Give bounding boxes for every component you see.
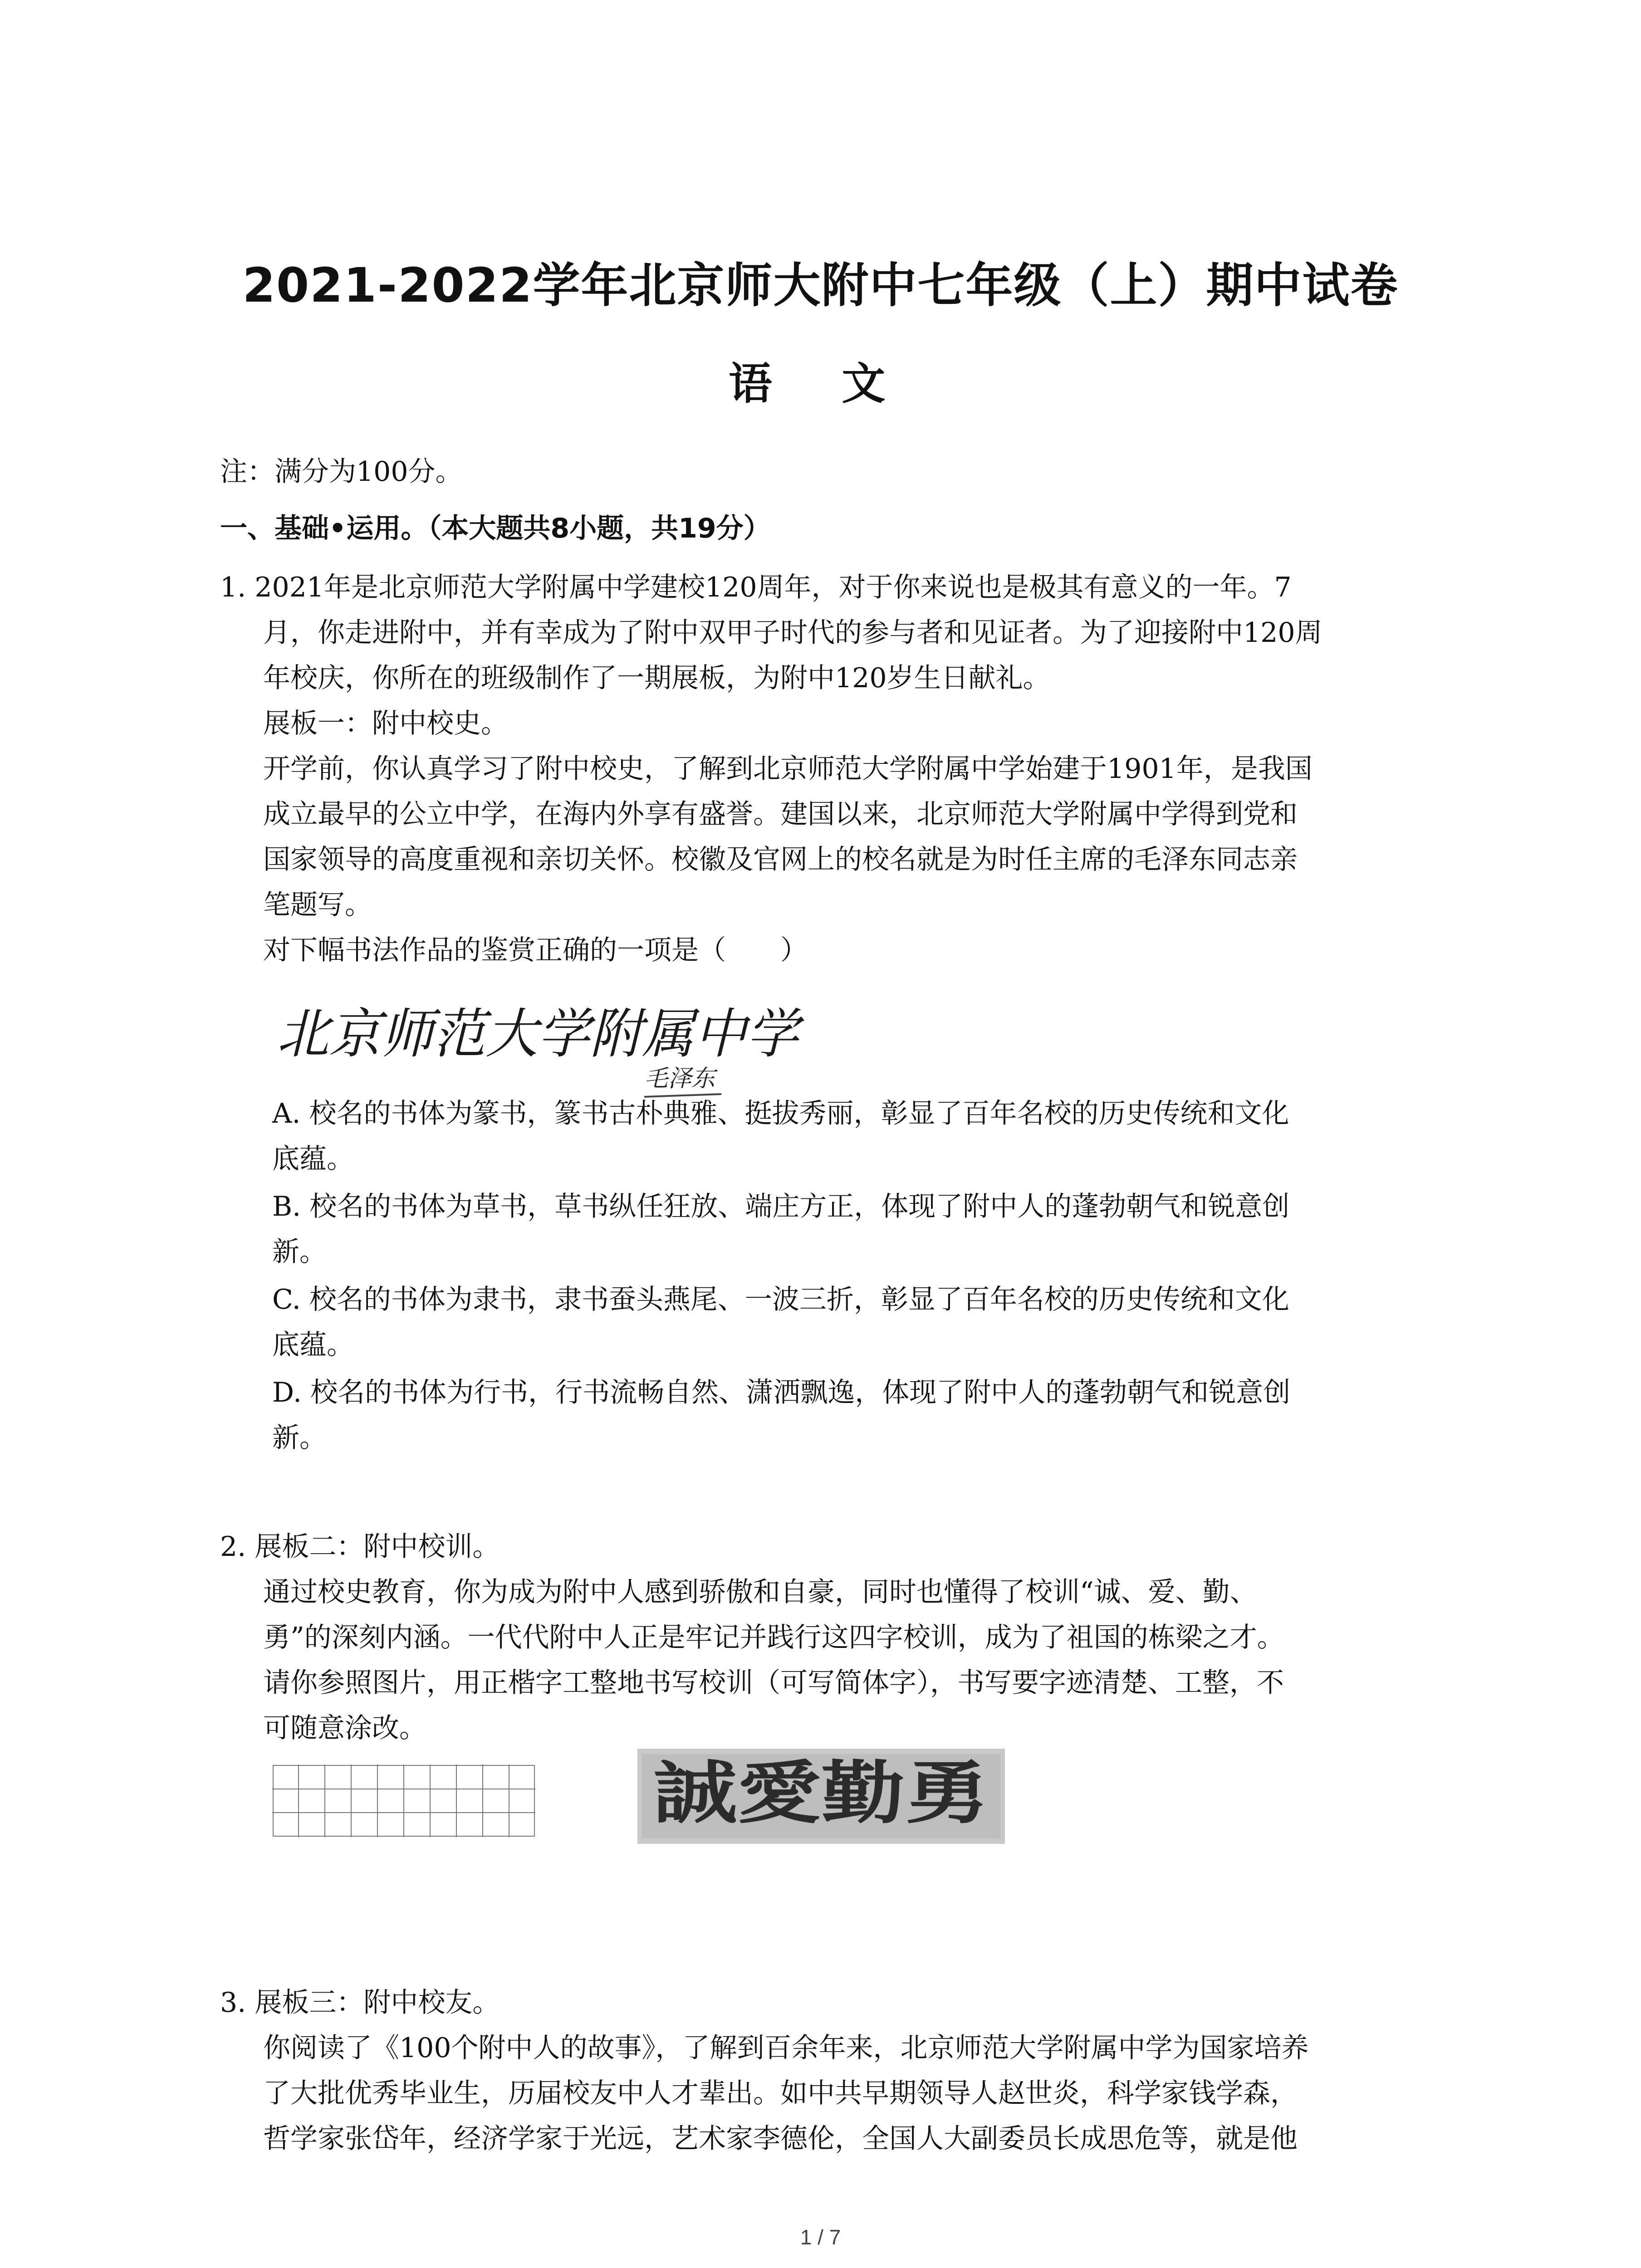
exam-title: 2021-2022学年北京师大附中七年级（上）期中试卷 [242,258,1399,313]
q2-line: 请你参照图片，用正楷字工整地书写校训（可写简体字），书写要字迹清楚、工整，不 [263,1667,1284,1699]
q1-line: 成立最早的公立中学，在海内外享有盛誉。建国以来，北京师范大学附属中学得到党和 [263,798,1298,830]
q3-line: 3. 展板三：附中校友。 [220,1987,500,2019]
subject-title: 语 文 [728,358,913,409]
calligraphy-signature: 毛泽东 [644,1065,715,1092]
page-number: 1 / 7 [800,2225,841,2249]
q2-line: 可随意涂改。 [263,1712,426,1744]
calligraphy-image [272,989,808,1102]
q1-option: C. 校名的书体为隶书，隶书蚕头燕尾、一波三折，彰显了百年名校的历史传统和文化 [272,1284,1289,1315]
q1-option: A. 校名的书体为篆书，篆书古朴典雅、挺拔秀丽，彰显了百年名校的历史传统和文化 [272,1098,1289,1129]
q2-line: 2. 展板二：附中校训。 [220,1531,500,1563]
q2-line: 通过校史教育，你为成为附中人感到骄傲和自豪，同时也懂得了校训“诚、爱、勤、 [263,1576,1257,1608]
q1-line: 国家领导的高度重视和亲切关怀。校徽及官网上的校名就是为时任主席的毛泽东同志亲 [263,844,1298,875]
q1-line: 笔题写。 [263,889,372,921]
q1-line: 展板一：附中校史。 [263,708,508,739]
q1-line: 1. 2021年是北京师范大学附属中学建校120周年，对于你来说也是极其有意义的一年。7 [220,572,1292,603]
q1-line: 月，你走进附中，并有幸成为了附中双甲子时代的参与者和见证者。为了迎接附中120周 [263,617,1323,649]
school-motto-text: 誠愛勤勇 [653,1753,989,1833]
q2-line: 勇”的深刻内涵。一代代附中人正是牢记并践行这四字校训，成为了祖国的栋梁之才。 [263,1622,1284,1653]
writing-grid [272,1765,535,1837]
q1-line: 开学前，你认真学习了附中校史，了解到北京师范大学附属中学始建于1901年，是我国 [263,753,1313,785]
q3-line: 你阅读了《100个附中人的故事》，了解到百余年来，北京师范大学附属中学为国家培养 [263,2032,1309,2064]
q1-option: 底蕴。 [272,1143,354,1175]
q1-option: D. 校名的书体为行书，行书流畅自然、潇洒飘逸，体现了附中人的蓬勃朝气和锐意创 [272,1377,1291,1408]
q1-option: 底蕴。 [272,1329,354,1361]
section-heading: 一、基础•运用。（本大题共8小题，共19分） [220,513,771,544]
calligraphy-text: 北京师范大学附属中学 [277,1002,805,1065]
score-note: 注：满分为100分。 [220,456,463,488]
q1-line: 年校庆，你所在的班级制作了一期展板，为附中120岁生日献礼。 [263,662,1050,694]
school-motto-image [637,1749,1005,1844]
q1-option: B. 校名的书体为草书，草书纵任狂放、端庄方正，体现了附中人的蓬勃朝气和锐意创 [272,1191,1290,1222]
q3-line: 了大批优秀毕业生，历届校友中人才辈出。如中共早期领导人赵世炎，科学家钱学森， [263,2077,1298,2109]
q1-option: 新。 [272,1236,327,1268]
q3-line: 哲学家张岱年，经济学家于光远，艺术家李德伦，全国人大副委员长成思危等，就是他 [263,2123,1298,2155]
q1-option: 新。 [272,1422,327,1454]
q1-line: 对下幅书法作品的鉴赏正确的一项是（ ） [263,934,808,966]
